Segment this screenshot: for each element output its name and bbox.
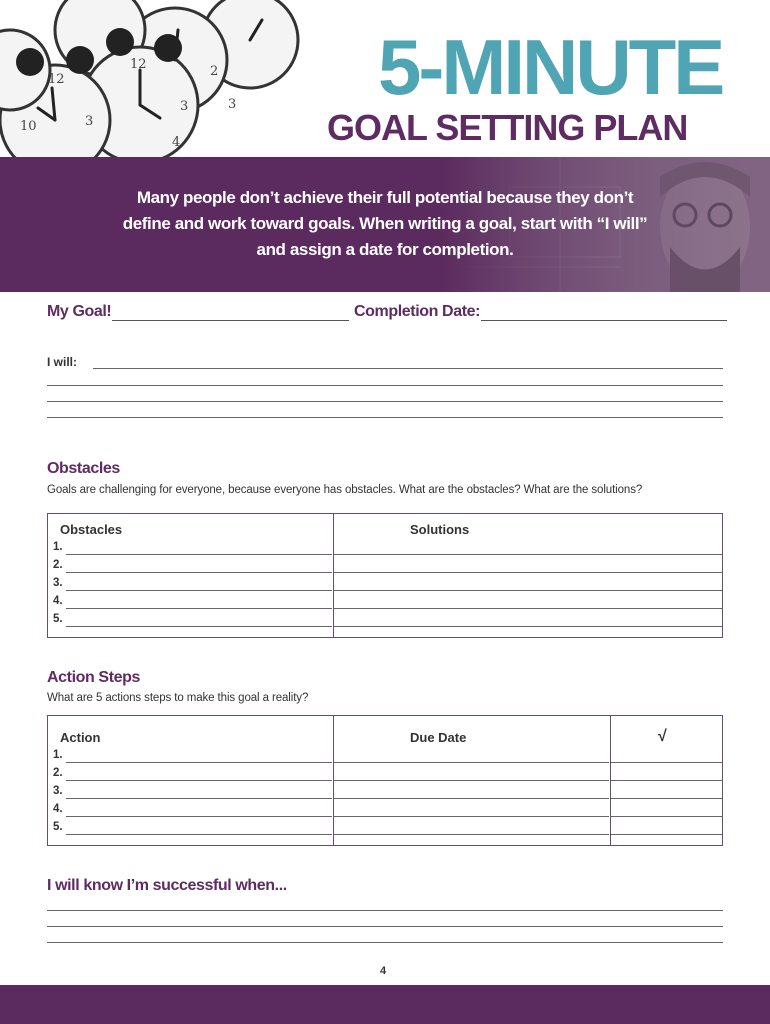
due-date-field[interactable] (334, 780, 609, 781)
obstacle-field[interactable] (66, 572, 332, 573)
action-row-number: 5. (53, 821, 63, 833)
solutions-column-header: Solutions (410, 522, 470, 537)
iwill-field[interactable] (47, 385, 723, 386)
due-date-column-header: Due Date (410, 730, 467, 745)
svg-text:3: 3 (228, 97, 237, 112)
solution-field[interactable] (334, 554, 722, 555)
svg-text:12: 12 (130, 57, 147, 72)
page-title: 5-MINUTE (378, 23, 723, 111)
svg-text:2: 2 (210, 64, 219, 79)
action-field[interactable] (66, 798, 332, 799)
svg-text:10: 10 (20, 119, 37, 134)
svg-text:4: 4 (172, 135, 181, 150)
goal-row (47, 303, 727, 327)
success-field[interactable] (47, 942, 723, 943)
column-divider (333, 514, 334, 637)
completion-date-field[interactable] (481, 320, 727, 321)
obstacles-table (47, 513, 723, 638)
intro-line: and assign a date for completion. (256, 240, 514, 259)
action-row-number: 1. (53, 749, 63, 761)
due-date-field[interactable] (334, 816, 609, 817)
iwill-field[interactable] (47, 417, 723, 418)
completion-date-label: Completion Date: (354, 303, 481, 320)
intro-text (110, 185, 660, 263)
obstacle-field[interactable] (66, 590, 332, 591)
svg-text:3: 3 (85, 114, 94, 129)
action-field[interactable] (66, 762, 332, 763)
obstacle-row-number: 1. (53, 541, 63, 553)
action-column-header: Action (60, 730, 101, 745)
goal-label: My Goal! (47, 303, 112, 320)
action-row-number: 2. (53, 767, 63, 779)
success-field[interactable] (47, 910, 723, 911)
check-field[interactable] (611, 834, 722, 835)
solution-field[interactable] (334, 572, 722, 573)
action-field[interactable] (66, 780, 332, 781)
check-field[interactable] (611, 816, 722, 817)
due-date-field[interactable] (334, 798, 609, 799)
action-steps-heading: Action Steps (47, 669, 140, 686)
obstacle-row-number: 3. (53, 577, 63, 589)
obstacle-row-number: 2. (53, 559, 63, 571)
check-field[interactable] (611, 762, 722, 763)
solution-field[interactable] (334, 590, 722, 591)
action-field[interactable] (66, 816, 332, 817)
page-number: 4 (380, 965, 387, 977)
iwill-label: I will: (47, 355, 77, 369)
iwill-field[interactable] (47, 401, 723, 402)
solution-field[interactable] (334, 608, 722, 609)
obstacles-column-header: Obstacles (60, 522, 123, 537)
intro-line: Many people don’t achieve their full potential because they don’t (136, 188, 634, 207)
action-steps-table (47, 715, 723, 846)
intro-banner (0, 157, 770, 292)
intro-line: define and work toward goals. When writing a goal, start with “I will” (122, 214, 648, 233)
check-field[interactable] (611, 780, 722, 781)
solution-field[interactable] (334, 626, 722, 627)
obstacle-field[interactable] (66, 554, 332, 555)
due-date-field[interactable] (334, 834, 609, 835)
success-field[interactable] (47, 926, 723, 927)
checkmark-column-header: √ (658, 728, 667, 745)
action-field[interactable] (66, 834, 332, 835)
obstacles-description: Goals are challenging for everyone, because everyone has obstacles. What are the obstacles? What are the solutions? (47, 484, 643, 496)
obstacle-field[interactable] (66, 608, 332, 609)
iwill-field[interactable] (93, 368, 723, 369)
success-heading: I will know I’m successful when... (47, 877, 287, 894)
svg-text:12: 12 (48, 72, 65, 87)
action-row-number: 3. (53, 785, 63, 797)
page-subtitle: GOAL SETTING PLAN (327, 107, 688, 148)
obstacle-field[interactable] (66, 626, 332, 627)
check-field[interactable] (611, 798, 722, 799)
alarm-clocks-image (0, 0, 330, 160)
obstacle-row-number: 5. (53, 613, 63, 625)
goal-field[interactable] (112, 320, 349, 321)
due-date-field[interactable] (334, 762, 609, 763)
footer-bar (0, 985, 770, 1024)
obstacles-heading: Obstacles (47, 460, 120, 477)
svg-text:3: 3 (180, 99, 189, 114)
obstacle-row-number: 4. (53, 595, 63, 607)
action-row-number: 4. (53, 803, 63, 815)
action-steps-description: What are 5 actions steps to make this goal a reality? (47, 692, 309, 704)
